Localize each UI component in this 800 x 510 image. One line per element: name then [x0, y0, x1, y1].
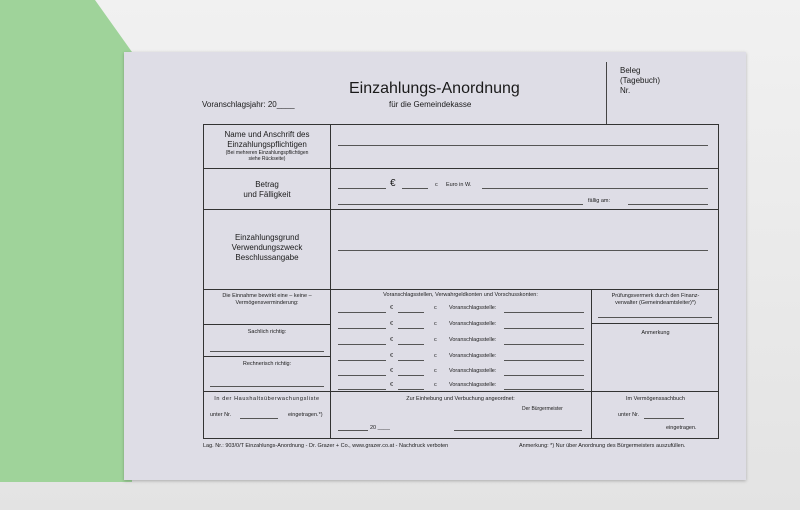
vst-cent-2[interactable]: [398, 328, 424, 329]
vst-betrag-1[interactable]: [338, 312, 386, 313]
vst-euro-1: €: [390, 305, 394, 311]
euro-in-w-label: Euro in W.: [446, 182, 472, 188]
beleg-box: [620, 66, 660, 96]
vst-euro-4: €: [390, 353, 394, 359]
beleg-line-2: (Tagebuch): [620, 76, 661, 85]
euro-in-words-field[interactable]: [482, 188, 708, 189]
vst-label-6: Voranschlagsstelle:: [449, 382, 497, 388]
euro-sign: €: [390, 178, 396, 189]
form-title: Einzahlungs-Anordnung: [349, 80, 520, 97]
name-note-2: siehe Rückseite): [248, 156, 286, 162]
vst-betrag-2[interactable]: [338, 328, 386, 329]
vst-c-4: c: [434, 353, 437, 359]
vst-euro-5: €: [390, 368, 394, 374]
divider: [591, 289, 592, 439]
haushalt-label: In der Haushaltsüberwachungsliste: [214, 396, 320, 402]
vst-cent-4[interactable]: [398, 360, 424, 361]
faellig-label: fällig am:: [588, 198, 611, 204]
footer-right: Anmerkung: *) Nur über Anordnung des Bürgermeisters auszufüllen.: [519, 443, 686, 449]
betrag-label-1: Betrag: [255, 180, 279, 189]
vst-c-2: c: [434, 321, 437, 327]
divider: [204, 168, 718, 169]
divider: [591, 323, 718, 324]
footer-left: Lag. Nr.: 903/0/T Einzahlungs-Anordnung - Dr. Grazer + Co., www.grazer.co.at - Nachdruck verboten: [203, 443, 449, 449]
name-label-2: Einzahlungspflichtigen: [227, 140, 307, 149]
vst-field-2[interactable]: [504, 328, 584, 329]
vst-field-6[interactable]: [504, 389, 584, 390]
einhebung-label: Zur Einhebung und Verbuchung angeordnet:: [406, 396, 515, 402]
grund-label-2: Verwendungszweck: [231, 243, 303, 252]
divider: [204, 324, 330, 325]
vst-label-4: Voranschlagsstelle:: [449, 353, 497, 359]
einnahme-line-1: Die Einnahme bewirkt eine – keine –: [222, 293, 312, 299]
rechnerisch-field[interactable]: [210, 386, 324, 387]
vst-field-5[interactable]: [504, 375, 584, 376]
vst-c-6: c: [434, 382, 437, 388]
beleg-line-1: Beleg: [620, 66, 641, 75]
form-grid: [203, 124, 719, 439]
vst-euro-6: €: [390, 382, 394, 388]
buergermeister-label: Der Bürgermeister: [522, 406, 563, 412]
voranschlag-header: Voranschlagsstellen, Verwahrgeldkonten und Vorschusskonten:: [383, 292, 538, 298]
ort-field[interactable]: [338, 430, 368, 431]
vst-field-1[interactable]: [504, 312, 584, 313]
buergermeister-signature[interactable]: [454, 430, 582, 431]
vst-field-3[interactable]: [504, 344, 584, 345]
divider: [204, 391, 718, 392]
vst-label-1: Voranschlagsstelle:: [449, 305, 497, 311]
betrag-euro-field[interactable]: [338, 188, 386, 189]
unter-nr-label: unter Nr.: [210, 412, 232, 418]
vst-euro-3: €: [390, 337, 394, 343]
name-note-1: (Bei mehreren Einzahlungspflichtigen: [225, 150, 309, 156]
pruef-line-1: Prüfungsvermerk durch den Finanz-: [611, 293, 700, 299]
divider: [204, 209, 718, 210]
grund-label-3: Beschlussangabe: [235, 253, 299, 262]
betrag-line-2[interactable]: [338, 204, 583, 205]
vst-c-3: c: [434, 337, 437, 343]
jahr-label: 20 ____: [370, 425, 390, 431]
vst-betrag-4[interactable]: [338, 360, 386, 361]
beleg-line-3: Nr.: [620, 86, 631, 95]
divider: [330, 125, 331, 289]
vermoegen-nr-field[interactable]: [644, 418, 684, 419]
vermoegen-label: Im Vermögenssachbuch: [625, 396, 685, 402]
betrag-label-2: und Fälligkeit: [243, 190, 291, 199]
pruef-line-2: verwalter (Gemeindeamtsleiter)*): [615, 300, 696, 306]
rechnerisch-label: Rechnerisch richtig:: [242, 361, 292, 367]
vst-betrag-5[interactable]: [338, 375, 386, 376]
vst-betrag-6[interactable]: [338, 389, 386, 390]
cent-label: c: [435, 182, 438, 188]
name-field[interactable]: [338, 145, 708, 146]
unter-nr2-label: unter Nr.: [618, 412, 640, 418]
vst-cent-5[interactable]: [398, 375, 424, 376]
form-paper: [124, 52, 746, 480]
beleg-divider: [606, 62, 607, 124]
divider: [204, 289, 718, 290]
vst-label-3: Voranschlagsstelle:: [449, 337, 497, 343]
pruef-field[interactable]: [598, 317, 712, 318]
vst-label-2: Voranschlagsstelle:: [449, 321, 497, 327]
sachlich-label: Sachlich richtig:: [247, 329, 287, 335]
name-label-1: Name und Anschrift des: [224, 130, 310, 139]
name-label: [204, 130, 330, 162]
green-back-sheet: [0, 0, 132, 482]
grund-label-1: Einzahlungsgrund: [234, 233, 300, 242]
pruefvermerk-label: [591, 293, 720, 307]
vst-c-1: c: [434, 305, 437, 311]
anmerkung-label: Anmerkung: [641, 330, 670, 336]
vst-c-5: c: [434, 368, 437, 374]
einnahme-label: [208, 293, 326, 307]
divider: [330, 289, 331, 439]
sachlich-field[interactable]: [210, 351, 324, 352]
einnahme-line-2: Vermögensverminderung:: [235, 300, 299, 306]
vst-euro-2: €: [390, 321, 394, 327]
betrag-cent-field[interactable]: [402, 188, 428, 189]
grund-label: [204, 233, 330, 263]
eingetragen2-label: eingetragen.: [666, 425, 697, 431]
haushalt-nr-field[interactable]: [240, 418, 278, 419]
vst-label-5: Voranschlagsstelle:: [449, 368, 497, 374]
vst-cent-6[interactable]: [398, 389, 424, 390]
voranschlagsjahr: Voranschlagsjahr: 20____: [202, 100, 295, 109]
vst-cent-1[interactable]: [398, 312, 424, 313]
vst-field-4[interactable]: [504, 360, 584, 361]
faellig-field[interactable]: [628, 204, 708, 205]
grund-field[interactable]: [338, 250, 708, 251]
betrag-label: [204, 180, 330, 200]
vst-cent-3[interactable]: [398, 344, 424, 345]
vst-betrag-3[interactable]: [338, 344, 386, 345]
form-subtitle: für die Gemeindekasse: [389, 100, 472, 109]
divider: [204, 356, 330, 357]
eingetragen-label: eingetragen.*): [288, 412, 323, 418]
